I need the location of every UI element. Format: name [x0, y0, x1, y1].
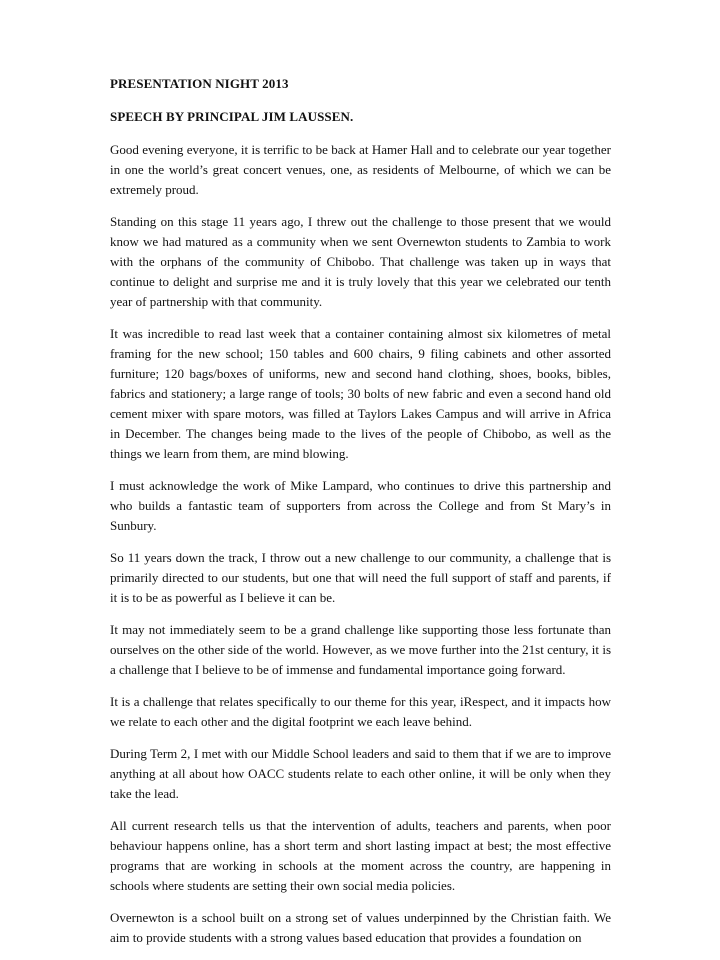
document-title: PRESENTATION NIGHT 2013: [110, 76, 289, 91]
paragraph-3: It was incredible to read last week that a container containing almost six kilometres of metal framing for the new school; 150 tables and 600 chairs, 9 filing cabinets and other assorted furniture; 120 bags/boxes of uniforms, new and second hand clothing, shoes, books, bibles, fabrics and stationery; a large range of tools; 30 bolts of new fabric and even a second hand old cement mixer with spare motors, was filled at Taylors Lakes Campus and will arrive in Africa in December. The changes being made to the lives of the people of Chibobo, as well as the things we learn from them, are mind blowing.: [110, 326, 611, 461]
paragraph-9: All current research tells us that the intervention of adults, teachers and parents, when poor behaviour happens online, has a short term and short lasting impact at best; the most effective programs that are working in schools at the moment across the country, are happening in schools where students are setting their own social media policies.: [110, 818, 611, 893]
paragraph-8: During Term 2, I met with our Middle School leaders and said to them that if we are to improve anything at all about how OACC students relate to each other online, it will be only when they take the lead.: [110, 746, 611, 801]
paragraph-5: So 11 years down the track, I throw out a new challenge to our community, a challenge that is primarily directed to our students, but one that will need the full support of staff and parents, if it is to be as powerful as I believe it can be.: [110, 550, 611, 605]
paragraph-1: Good evening everyone, it is terrific to be back at Hamer Hall and to celebrate our year together in one the world’s great concert venues, one, as residents of Melbourne, of which we can be extremely proud.: [110, 142, 611, 197]
paragraph-10: Overnewton is a school built on a strong set of values underpinned by the Christian faith. We aim to provide students with a strong values based education that provides a foundation on: [110, 910, 611, 945]
paragraph-2: Standing on this stage 11 years ago, I threw out the challenge to those present that we would know we had matured as a community when we sent Overnewton students to Zambia to work with the orphans of the community of Chibobo. That challenge was taken up in ways that continue to delight and surprise me and it is truly lovely that this year we celebrated our tenth year of partnership with that community.: [110, 214, 611, 309]
paragraph-4: I must acknowledge the work of Mike Lampard, who continues to drive this partnership and who builds a fantastic team of supporters from across the College and from St Mary’s in Sunbury.: [110, 478, 611, 533]
document-subtitle: SPEECH BY PRINCIPAL JIM LAUSSEN.: [110, 109, 354, 124]
paragraph-7: It is a challenge that relates specifically to our theme for this year, iRespect, and it impacts how we relate to each other and the digital footprint we each leave behind.: [110, 694, 611, 729]
document-page: [110, 74, 611, 960]
paragraph-6: It may not immediately seem to be a grand challenge like supporting those less fortunate than ourselves on the other side of the world. However, as we move further into the 21st century, it is a challenge that I believe to be of immense and fundamental importance going forward.: [110, 622, 611, 677]
